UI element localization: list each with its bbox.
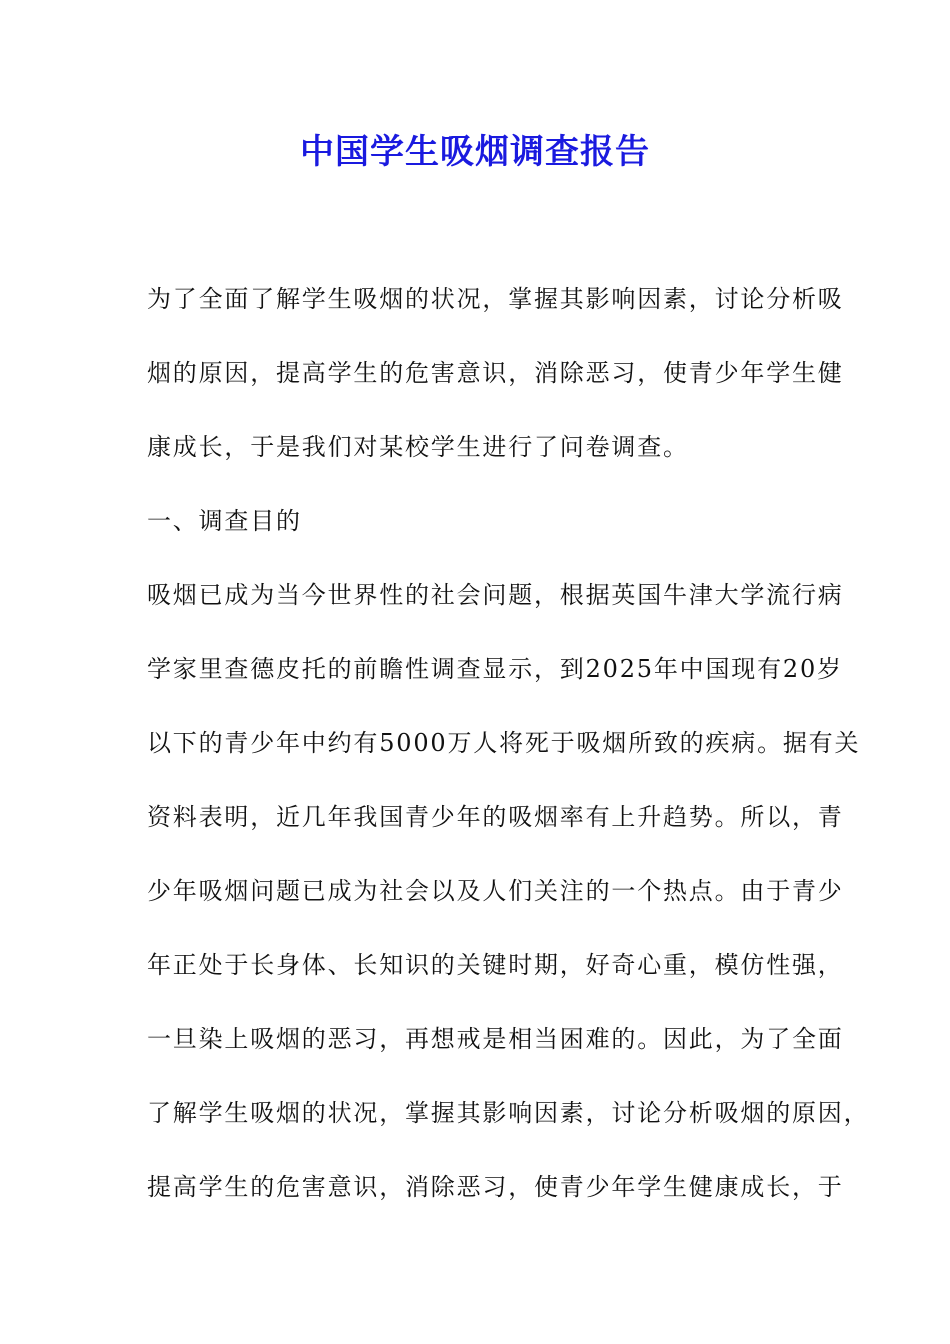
paragraph-line: 以下的青少年中约有5000万人将死于吸烟所致的疾病。据有关 — [147, 729, 861, 757]
paragraph-line: 资料表明，近几年我国青少年的吸烟率有上升趋势。所以，青 — [147, 803, 844, 831]
section-heading: 一、调查目的 — [147, 507, 302, 535]
paragraph-line: 少年吸烟问题已成为社会以及人们关注的一个热点。由于青少 — [147, 877, 844, 905]
paragraph-line: 一旦染上吸烟的恶习，再想戒是相当困难的。因此，为了全面 — [147, 1025, 844, 1053]
paragraph-line: 了解学生吸烟的状况，掌握其影响因素，讨论分析吸烟的原因， — [147, 1099, 870, 1127]
paragraph-line: 学家里查德皮托的前瞻性调查显示，到2025年中国现有20岁 — [147, 655, 843, 683]
paragraph-line: 烟的原因，提高学生的危害意识，消除恶习，使青少年学生健 — [147, 359, 844, 387]
paragraph-line: 为了全面了解学生吸烟的状况，掌握其影响因素，讨论分析吸 — [147, 285, 844, 313]
paragraph-line: 提高学生的危害意识，消除恶习，使青少年学生健康成长，于 — [147, 1173, 844, 1201]
paragraph-line: 年正处于长身体、长知识的关键时期，好奇心重，模仿性强， — [147, 951, 844, 979]
paragraph-line: 康成长，于是我们对某校学生进行了问卷调查。 — [147, 433, 689, 461]
paragraph-line: 吸烟已成为当今世界性的社会问题，根据英国牛津大学流行病 — [147, 581, 844, 609]
document-body — [147, 262, 870, 1224]
document-title: 中国学生吸烟调查报告 — [300, 132, 650, 172]
